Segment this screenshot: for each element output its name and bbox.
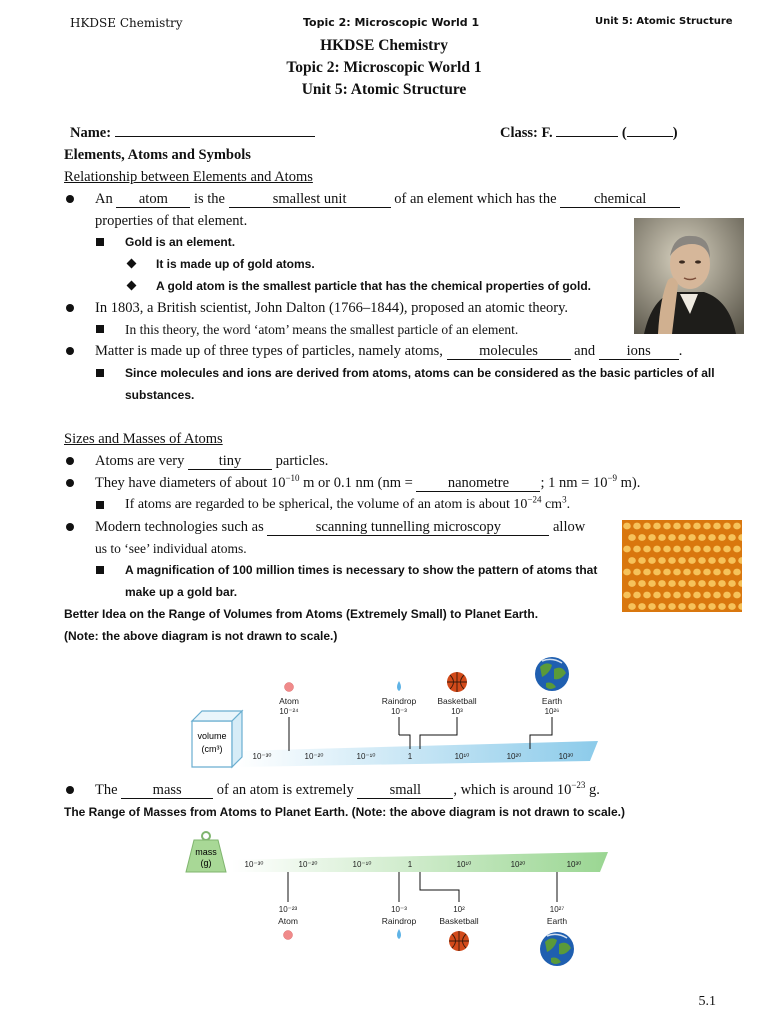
basic-particles-note: Since molecules and ions are derived from atoms, atoms can be considered as the basic particles of all	[125, 366, 715, 380]
gold-atom-dot	[628, 557, 636, 564]
gold-atom-dot	[688, 534, 696, 541]
class-number-blank[interactable]	[627, 136, 673, 137]
basic-particles-note-cont: substances.	[125, 388, 195, 402]
answer-tiny: tiny	[188, 454, 272, 470]
answer-mass: mass	[121, 783, 213, 799]
diamond-bullet	[127, 281, 137, 291]
gold-atom-dot	[693, 592, 701, 599]
mass-range-diagram	[180, 830, 610, 970]
class-field: Class: F. ( )	[500, 125, 678, 141]
bullet	[66, 457, 74, 465]
gold-atoms-note: It is made up of gold atoms.	[156, 257, 315, 271]
subheading-sizes-masses: Sizes and Masses of Atoms	[64, 431, 223, 447]
gold-atom-dot	[668, 580, 676, 587]
magnification-note-cont: make up a gold bar.	[125, 585, 238, 599]
gold-atom-dot	[663, 546, 671, 553]
square-bullet	[96, 325, 104, 333]
gold-atom-dot	[638, 557, 646, 564]
atom-definition-cont: properties of that element.	[95, 213, 248, 229]
gold-atom-dot	[728, 557, 736, 564]
title-line-1: HKDSE Chemistry	[320, 37, 448, 54]
gold-atom-dot	[623, 569, 631, 576]
volume-item-name: Earth	[541, 696, 563, 706]
earth-icon	[535, 657, 569, 691]
john-dalton-portrait	[634, 218, 744, 334]
gold-atom-dot	[628, 580, 636, 587]
volume-item-value: 10⁻³	[391, 707, 407, 716]
gold-atom-dot	[688, 603, 696, 610]
mass-bar	[232, 852, 608, 872]
gold-atom-dot	[698, 603, 706, 610]
volume-diagram-note: (Note: the above diagram is not drawn to scale.)	[64, 629, 338, 643]
gold-atom-dot	[718, 580, 726, 587]
mass-item-value: 10⁻³	[391, 905, 407, 914]
gold-atom-dot	[658, 557, 666, 564]
atom-volume: If atoms are regarded to be spherical, the volume of an atom is about $10^{-24}$ $cm^3$.	[125, 494, 571, 512]
gold-atom-dot	[688, 580, 696, 587]
gold-atom-dot	[623, 546, 631, 553]
gold-atom-dot	[713, 569, 721, 576]
gold-atom-dot	[693, 546, 701, 553]
volume-axis-label: volume	[197, 731, 227, 741]
gold-atom-dot	[708, 580, 716, 587]
mass-item-name: Basketball	[439, 916, 479, 926]
gold-atom-dot	[648, 603, 656, 610]
gold-element-note: Gold is an element.	[125, 235, 236, 249]
gold-atom-dot	[668, 534, 676, 541]
class-blank[interactable]	[556, 136, 618, 137]
gold-atom-dot	[633, 569, 641, 576]
mass-axis-label: mass	[195, 847, 217, 857]
mass-tick-label: 10³⁰	[566, 860, 582, 869]
raindrop-icon	[397, 681, 401, 691]
volume-axis-unit: (cm³)	[201, 744, 223, 754]
three-particles: Matter is made up of three types of particles, namely atoms, molecules and ions .	[95, 343, 683, 359]
mass-tick-label: 1	[407, 860, 413, 869]
atom-meaning: In this theory, the word ‘atom’ means the smallest particle of an element.	[125, 322, 519, 337]
answer-chemical: chemical	[560, 192, 680, 208]
gold-atom-dot	[673, 569, 681, 576]
gold-atom-dot	[643, 592, 651, 599]
mass-item-value: 10⁻²³	[278, 905, 298, 914]
gold-atom-dot	[653, 592, 661, 599]
gold-atom-dot	[648, 534, 656, 541]
gold-atoms-stm-image	[622, 520, 742, 612]
name-field: Name:	[70, 125, 315, 142]
square-bullet	[96, 501, 104, 509]
volume-tick-label: 10⁻¹⁰	[356, 752, 376, 761]
gold-atom-dot	[623, 592, 631, 599]
name-blank[interactable]	[115, 136, 315, 137]
atom-diameter: They have diameters of about $10^{-10}$ m or 0.1 nm (nm = nanometre ; 1 nm = $10^{-9}$ m).	[95, 473, 641, 491]
title-line-2: Topic 2: Microscopic World 1	[286, 59, 482, 76]
gold-atom-dot	[658, 603, 666, 610]
gold-atom-dot	[678, 580, 686, 587]
gold-atom-dot	[703, 546, 711, 553]
gold-atom-dot	[723, 523, 731, 530]
gold-atom-dot	[713, 546, 721, 553]
mass-tick-label: 10⁻³⁰	[244, 860, 264, 869]
gold-atom-dot	[683, 592, 691, 599]
gold-atom-dot	[728, 603, 736, 610]
square-bullet	[96, 369, 104, 377]
diamond-bullet	[127, 259, 137, 269]
bullet	[66, 479, 74, 487]
gold-atom-dot	[733, 592, 741, 599]
volume-tick-label: 1	[407, 752, 413, 761]
answer-atom: atom	[116, 192, 190, 208]
gold-atom-dot	[678, 603, 686, 610]
section-heading-elements: Elements, Atoms and Symbols	[64, 147, 251, 163]
gold-atom-dot	[673, 592, 681, 599]
raindrop-icon	[397, 929, 401, 939]
gold-atom-dot	[653, 546, 661, 553]
volume-bar	[238, 741, 598, 767]
answer-nanometre: nanometre	[416, 476, 540, 492]
header-center: Topic 2: Microscopic World 1	[303, 16, 480, 29]
gold-atom-dot	[698, 534, 706, 541]
page-number: 5.1	[698, 994, 716, 1009]
volume-item-value: 10³	[451, 707, 463, 716]
gold-atom-dot	[673, 523, 681, 530]
square-bullet	[96, 238, 104, 246]
gold-atom-dot	[668, 603, 676, 610]
subheading-relationship: Relationship between Elements and Atoms	[64, 169, 313, 185]
gold-atom-dot	[723, 546, 731, 553]
bullet	[66, 195, 74, 203]
gold-atom-dot	[703, 523, 711, 530]
bullet	[66, 304, 74, 312]
gold-atom-dot	[673, 546, 681, 553]
atom-icon	[284, 931, 293, 940]
mass-tick-label: 10⁻¹⁰	[352, 860, 372, 869]
volume-tick-label: 10⁻²⁰	[304, 752, 324, 761]
gold-atom-dot	[648, 580, 656, 587]
volume-item-value: 10⁻²⁴	[279, 707, 299, 716]
gold-atom-dot	[718, 534, 726, 541]
gold-atom-dot	[638, 603, 646, 610]
gold-atom-dot	[663, 523, 671, 530]
mass-item-value: 10²	[453, 905, 465, 914]
gold-atom-dot	[723, 569, 731, 576]
mass-item-name: Raindrop	[381, 916, 417, 926]
gold-atom-dot	[733, 546, 741, 553]
gold-atom-dot	[713, 523, 721, 530]
gold-atom-dot	[658, 580, 666, 587]
gold-atom-dot	[733, 523, 741, 530]
gold-atom-dot	[698, 557, 706, 564]
answer-ions: ions	[599, 344, 679, 360]
header-right: Unit 5: Atomic Structure	[595, 16, 733, 27]
gold-atom-dot	[728, 534, 736, 541]
volume-item-name: Basketball	[437, 696, 477, 706]
gold-atom-dot	[663, 569, 671, 576]
mass-tick-label: 10¹⁰	[456, 860, 472, 869]
gold-atom-dot	[693, 523, 701, 530]
gold-atom-dot	[703, 592, 711, 599]
gold-atom-dot	[683, 569, 691, 576]
gold-atom-dot	[688, 557, 696, 564]
gold-atom-dot	[653, 569, 661, 576]
stm-technology: Modern technologies such as scanning tunnelling microscopy allow	[95, 519, 586, 535]
bullet	[66, 786, 74, 794]
gold-atom-smallest-note: A gold atom is the smallest particle that has the chemical properties of gold.	[156, 279, 591, 293]
atom-mass: The mass of an atom is extremely small , which is around $10^{-23}$ g.	[95, 780, 600, 798]
gold-atom-dot	[628, 534, 636, 541]
gold-atom-dot	[653, 523, 661, 530]
bullet	[66, 347, 74, 355]
gold-atom-dot	[633, 592, 641, 599]
mass-tick-label: 10⁻²⁰	[298, 860, 318, 869]
gold-atom-dot	[678, 557, 686, 564]
gold-atom-dot	[643, 523, 651, 530]
header-left: HKDSE Chemistry	[70, 16, 183, 30]
gold-atom-dot	[708, 557, 716, 564]
volume-tick-label: 10¹⁰	[454, 752, 470, 761]
gold-atom-dot	[623, 523, 631, 530]
basketball-icon	[449, 931, 469, 951]
gold-atom-dot	[668, 557, 676, 564]
gold-atom-dot	[678, 534, 686, 541]
earth-icon	[540, 932, 574, 966]
volume-item-name: Atom	[279, 696, 299, 706]
volume-tick-label: 10⁻³⁰	[252, 752, 272, 761]
volume-diagram-caption: Better Idea on the Range of Volumes from Atoms (Extremely Small) to Planet Earth.	[64, 607, 539, 621]
answer-small: small	[357, 783, 453, 799]
atoms-tiny: Atoms are very tiny particles.	[95, 453, 329, 469]
gold-atom-dot	[718, 557, 726, 564]
gold-atom-dot	[658, 534, 666, 541]
gold-atom-dot	[683, 523, 691, 530]
mass-tick-label: 10²⁰	[510, 860, 526, 869]
volume-item-value: 10²⁶	[544, 707, 560, 716]
gold-atom-dot	[698, 580, 706, 587]
title-line-3: Unit 5: Atomic Structure	[301, 81, 467, 98]
gold-atom-dot	[633, 523, 641, 530]
answer-stm: scanning tunnelling microscopy	[267, 520, 549, 536]
gold-atom-dot	[733, 569, 741, 576]
magnification-note: A magnification of 100 million times is necessary to show the pattern of atoms that	[125, 563, 598, 577]
mass-item-name: Earth	[546, 916, 568, 926]
gold-atom-dot	[648, 557, 656, 564]
mass-axis-unit: (g)	[200, 858, 212, 868]
gold-atom-dot	[663, 592, 671, 599]
dalton-theory: In 1803, a British scientist, John Dalton (1766–1844), proposed an atomic theory.	[95, 300, 569, 316]
answer-molecules: molecules	[447, 344, 571, 360]
atom-icon	[285, 683, 294, 692]
volume-tick-label: 10³⁰	[558, 752, 574, 761]
gold-atom-dot	[723, 592, 731, 599]
gold-atom-dot	[708, 534, 716, 541]
answer-smallest-unit: smallest unit	[229, 192, 391, 208]
gold-atom-dot	[628, 603, 636, 610]
atom-definition: An atom is the smallest unit of an element which has the chemical	[95, 191, 680, 208]
basketball-icon	[447, 672, 467, 692]
volume-range-diagram	[190, 655, 600, 770]
gold-atom-dot	[633, 546, 641, 553]
mass-diagram-caption: The Range of Masses from Atoms to Planet Earth. (Note: the above diagram is not drawn to scale.)	[64, 805, 625, 819]
gold-atom-dot	[713, 592, 721, 599]
volume-item-name: Raindrop	[381, 696, 417, 706]
square-bullet	[96, 566, 104, 574]
volume-tick-label: 10²⁰	[506, 752, 522, 761]
stm-technology-cont: us to ‘see’ individual atoms.	[95, 541, 247, 556]
gold-atom-dot	[638, 534, 646, 541]
gold-atom-dot	[703, 569, 711, 576]
mass-item-value: 10²⁷	[549, 905, 565, 914]
gold-atom-dot	[638, 580, 646, 587]
gold-atom-dot	[728, 580, 736, 587]
gold-atom-dot	[708, 603, 716, 610]
gold-atom-dot	[718, 603, 726, 610]
gold-atom-dot	[643, 546, 651, 553]
mass-item-name: Atom	[278, 916, 298, 926]
gold-atom-dot	[693, 569, 701, 576]
gold-atom-dot	[643, 569, 651, 576]
gold-atom-dot	[683, 546, 691, 553]
bullet	[66, 523, 74, 531]
